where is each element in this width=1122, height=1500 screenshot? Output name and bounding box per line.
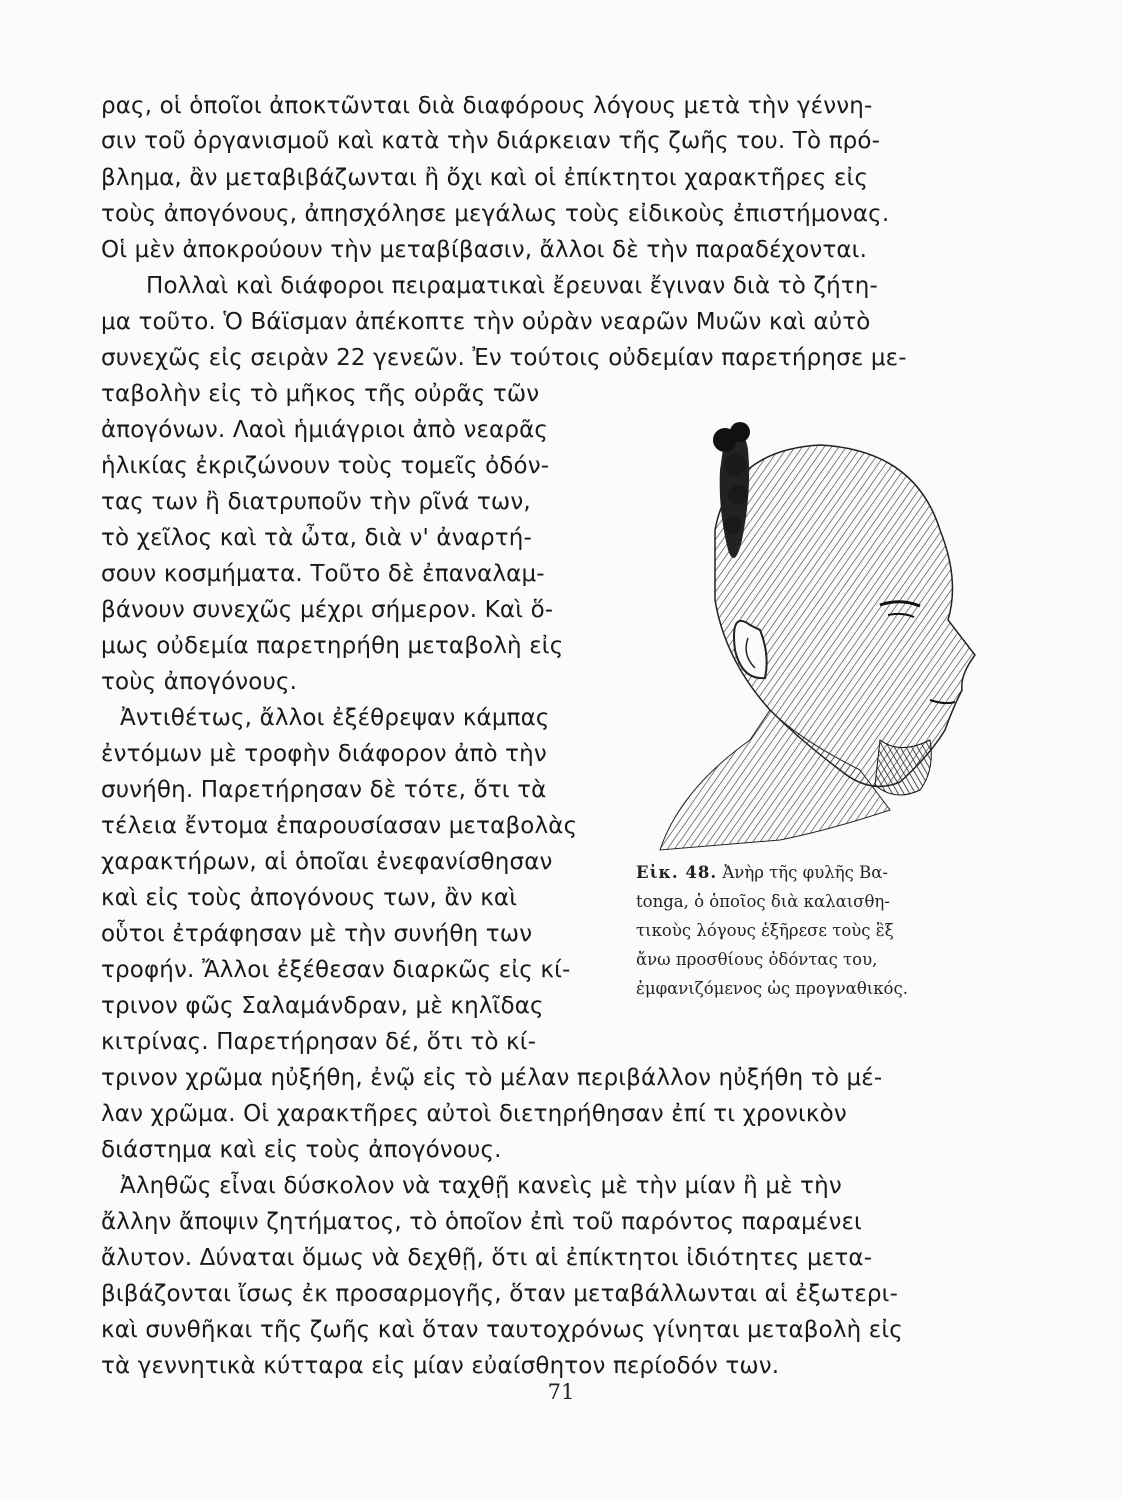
text-line: τοὺς ἀπογόνους, ἀπησχόλησε μεγάλως τοὺς εἰδικοὺς ἐπιστήμονας. [101,201,890,227]
text-line: σιν τοῦ ὀργανισμοῦ καὶ κατὰ τὴν διάρκειαν τῆς ζωῆς του. Τὸ πρό- [101,128,881,154]
text-line: τροφήν. Ἄλλοι ἐξέθεσαν διαρκῶς εἰς κί- [101,957,571,983]
text-line: μα τοῦτο. Ὁ Βάϊσμαν ἀπέκοπτε τὴν οὐρὰν νεαρῶν Μυῶν καὶ αὐτὸ [101,309,871,335]
text-line: ἡλικίας ἐκριζώνουν τοὺς τομεῖς ὀδόν- [101,453,550,479]
text-line: χαρακτήρων, αἱ ὁποῖαι ἐνεφανίσθησαν [101,849,553,875]
text-line: ἐντόμων μὲ τροφὴν διάφορον ἀπὸ τὴν [101,741,547,767]
figure-label: Εἰκ. 48. [636,863,718,882]
text-line: μως οὐδεμία παρετηρήθη μεταβολὴ εἰς [101,633,564,659]
caption-line: Ἀνὴρ τῆς φυλῆς Βα- [722,863,888,882]
text-line: Ἀντιθέτως, ἄλλοι ἐξέθρεψαν κάμπας [120,705,550,731]
text-line: τρινον χρῶμα ηὐξήθη, ἐνῷ εἰς τὸ μέλαν περιβάλλον ηὐξήθη τὸ μέ- [101,1065,883,1091]
figure-illustration [630,410,995,855]
text-line: διάστημα καὶ εἰς τοὺς ἀπογόνους. [101,1137,502,1163]
text-line: λαν χρῶμα. Οἱ χαρακτῆρες αὐτοὶ διετηρήθησαν ἐπί τι χρονικὸν [101,1101,847,1127]
text-line: καὶ συνθῆκαι τῆς ζωῆς καὶ ὅταν ταυτοχρόνως γίνηται μεταβολὴ εἰς [101,1317,903,1343]
text-line: τοὺς ἀπογόνους. [101,669,298,695]
text-line: τὸ χεῖλος καὶ τὰ ὦτα, διὰ ν' ἀναρτή- [101,525,532,551]
caption-line: τικοὺς λόγους ἐξῆρεσε τοὺς ἓξ [636,921,894,940]
text-line: σουν κοσμήματα. Τοῦτο δὲ ἐπαναλαμ- [101,561,545,587]
text-line: ἄλλην ἄποψιν ζητήματος, τὸ ὁποῖον ἐπὶ τοῦ παρόντος παραμένει [101,1209,862,1235]
text-line: βάνουν συνεχῶς μέχρι σήμερον. Καὶ ὅ- [101,597,554,623]
text-line: ρας, οἱ ὁποῖοι ἀποκτῶνται διὰ διαφόρους λόγους μετὰ τὴν γέννη- [101,93,873,119]
text-line: τὰ γεννητικὰ κύτταρα εἰς μίαν εὐαίσθητον περίοδόν των. [101,1353,780,1379]
caption-line: ἄνω προσθίους ὀδόντας του, [636,950,878,969]
text-line: Οἱ μὲν ἀποκρούουν τὴν μεταβίβασιν, ἄλλοι δὲ τὴν παραδέχονται. [101,237,868,263]
text-line: Ἀληθῶς εἶναι δύσκολον νὰ ταχθῇ κανεὶς μὲ τὴν μίαν ἢ μὲ τὴν [120,1173,842,1199]
text-line: οὗτοι ἐτράφησαν μὲ τὴν συνήθη των [101,921,533,947]
text-line: συνήθη. Παρετήρησαν δὲ τότε, ὅτι τὰ [101,777,547,803]
text-line: ἄλυτον. Δύναται ὅμως νὰ δεχθῇ, ὅτι αἱ ἐπίκτητοι ἰδιότητες μετα- [101,1245,873,1271]
page-number: 71 [547,1380,575,1404]
caption-line: ἐμφανιζόμενος ὡς προγναθικός. [636,979,908,998]
figure-caption [636,858,992,1003]
text-line: τας των ἢ διατρυποῦν τὴν ρῖνά των, [101,489,531,515]
text-line: κιτρίνας. Παρετήρησαν δέ, ὅτι τὸ κί- [101,1029,537,1055]
text-line: ἀπογόνων. Λαοὶ ἡμιάγριοι ἀπὸ νεαρᾶς [101,417,549,443]
text-line: βιβάζονται ἴσως ἐκ προσαρμογῆς, ὅταν μεταβάλλωνται αἱ ἐξωτερι- [101,1281,899,1307]
caption-line: tonga, ὁ ὁποῖος διὰ καλαισθη- [636,892,890,911]
text-line: Πολλαὶ καὶ διάφοροι πειραματικαὶ ἔρευναι ἔγιναν διὰ τὸ ζήτη- [146,273,878,299]
text-line: βλημα, ἂν μεταβιβάζωνται ἢ ὄχι καὶ οἱ ἐπίκτητοι χαρακτῆρες εἰς [101,165,869,191]
text-line: τρινον φῶς Σαλαμάνδραν, μὲ κηλῖδας [101,993,544,1019]
text-line: συνεχῶς εἰς σειρὰν 22 γενεῶν. Ἐν τούτοις οὐδεμίαν παρετήρησε με- [101,345,907,371]
text-line: ταβολὴν εἰς τὸ μῆκος τῆς οὐρᾶς τῶν [101,381,540,407]
text-line: τέλεια ἔντομα ἐπαρουσίασαν μεταβολὰς [101,813,578,839]
text-line: καὶ εἰς τοὺς ἀπογόνους των, ἂν καὶ [101,885,518,911]
engraved-head-portrait-icon [630,410,995,855]
